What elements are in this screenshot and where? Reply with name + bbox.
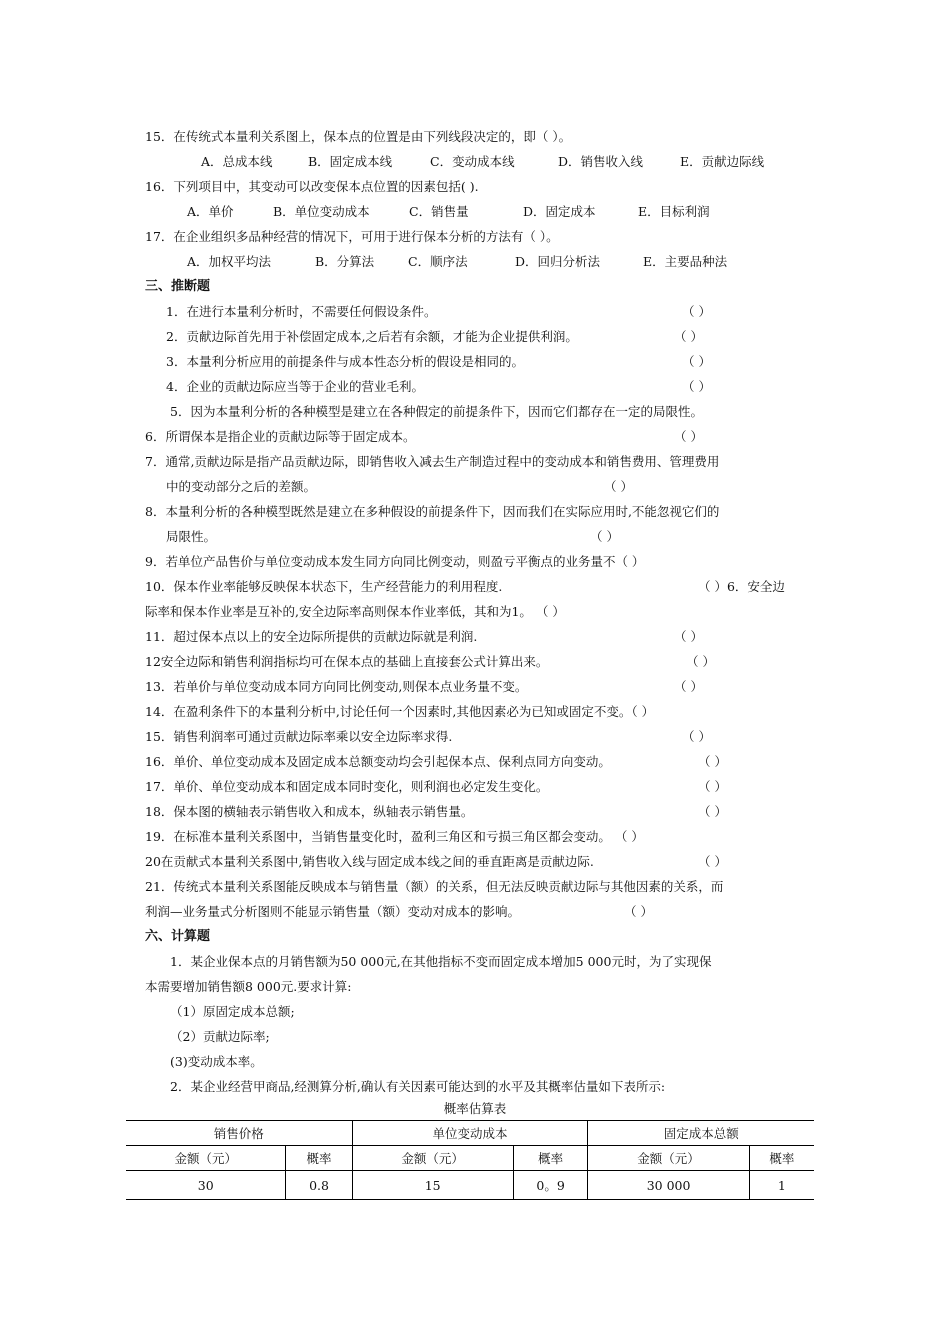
answer-paren: （ ） bbox=[698, 779, 727, 794]
option: D．固定成本 bbox=[523, 204, 596, 219]
judgment-item: 20在贡献式本量利关系图中,销售收入线与固定成本线之间的垂直距离是贡献边际. bbox=[145, 854, 594, 869]
judgment-item: 11．超过保本点以上的安全边际所提供的贡献边际就是利润. bbox=[145, 629, 478, 644]
answer-paren: （ ） bbox=[604, 479, 633, 494]
question-16: 16．下列项目中，其变动可以改变保本点位置的因素包括( ). bbox=[145, 179, 479, 194]
calc-item: 1．某企业保本点的月销售额为50 000元,在其他指标不变而固定成本增加5 000元时，为了实现保 bbox=[170, 954, 712, 969]
table-group-header: 销售价格 bbox=[126, 1121, 352, 1146]
judgment-item: 17．单价、单位变动成本和固定成本同时变化，则利润也必定发生变化。 bbox=[145, 779, 549, 794]
section-heading-calculation: 六、计算题 bbox=[145, 929, 211, 944]
judgment-item-cont: 中的变动部分之后的差额。 bbox=[166, 479, 317, 494]
table-cell: 30 bbox=[126, 1171, 286, 1200]
answer-paren: （ ） bbox=[698, 804, 727, 819]
table-subheader: 金额（元） bbox=[352, 1146, 513, 1171]
judgment-item: 15．销售利润率可通过贡献边际率乘以安全边际率求得. bbox=[145, 729, 453, 744]
table-cell: 30 000 bbox=[588, 1171, 749, 1200]
table-caption: 概率估算表 bbox=[443, 1101, 507, 1116]
table-cell: 0.8 bbox=[286, 1171, 352, 1200]
answer-paren: （ ） bbox=[674, 329, 703, 344]
question-15: 15．在传统式本量利关系图上，保本点的位置是由下列线段决定的，即（ ）。 bbox=[145, 129, 572, 144]
option: A．加权平均法 bbox=[187, 254, 272, 269]
judgment-item: 9．若单位产品售价与单位变动成本发生同方向同比例变动，则盈亏平衡点的业务量不（ ） bbox=[145, 554, 645, 569]
question-15-options bbox=[201, 153, 764, 171]
judgment-item: 16．单价、单位变动成本及固定成本总额变动均会引起保本点、保利点同方向变动。 bbox=[145, 754, 611, 769]
answer-paren: （ ） bbox=[698, 754, 727, 769]
question-17: 17．在企业组织多品种经营的情况下，可用于进行保本分析的方法有（ ）。 bbox=[145, 229, 559, 244]
option: A．单价 bbox=[187, 204, 234, 219]
judgment-item-cont: 利润—业务量式分析图则不能显示销售量（额）变动对成本的影响。 bbox=[145, 904, 521, 919]
judgment-item: 1．在进行本量利分析时，不需要任何假设条件。 bbox=[166, 304, 437, 319]
judgment-item: 21．传统式本量利关系图能反映成本与销售量（额）的关系，但无法反映贡献边际与其他因素的关系，而 bbox=[145, 879, 724, 894]
table-subheader: 概率 bbox=[513, 1146, 588, 1171]
answer-paren: （ ） bbox=[674, 629, 703, 644]
judgment-item: 19．在标准本量利关系图中，当销售量变化时，盈利三角区和亏损三角区都会变动。 （ ） bbox=[145, 829, 644, 844]
table-group-header-row bbox=[126, 1121, 814, 1146]
judgment-item-cont: 局限性。 bbox=[166, 529, 217, 544]
judgment-item: 12安全边际和销售利润指标均可在保本点的基础上直接套公式计算出来。 bbox=[145, 654, 549, 669]
answer-paren: （ ） bbox=[698, 854, 727, 869]
option: E．贡献边际线 bbox=[680, 154, 765, 169]
section-heading-judgment: 三、推断题 bbox=[145, 279, 211, 294]
answer-paren: （ ） bbox=[686, 654, 715, 669]
option: C．销售量 bbox=[409, 204, 469, 219]
option: D．销售收入线 bbox=[558, 154, 644, 169]
calc-item-cont: 本需要增加销售额8 000元.要求计算: bbox=[145, 979, 352, 994]
table-subheader: 概率 bbox=[286, 1146, 352, 1171]
judgment-item: 4．企业的贡献边际应当等于企业的营业毛利。 bbox=[166, 379, 424, 394]
answer-paren: （ ） bbox=[682, 379, 711, 394]
calc-sub-item: (3)变动成本率。 bbox=[170, 1054, 263, 1069]
answer-paren: （ ） bbox=[674, 679, 703, 694]
judgment-item-cont: 际率和保本作业率是互补的,安全边际率高则保本作业率低，其和为1。 （ ） bbox=[145, 604, 565, 619]
judgment-item: 10．保本作业率能够反映保本状态下，生产经营能力的利用程度. bbox=[145, 579, 503, 594]
answer-paren: （ ） bbox=[682, 304, 711, 319]
option: B．分算法 bbox=[315, 254, 375, 269]
table-group-header: 单位变动成本 bbox=[352, 1121, 588, 1146]
option: A．总成本线 bbox=[201, 154, 273, 169]
table-cell: 15 bbox=[352, 1171, 513, 1200]
judgment-item: 18．保本图的横轴表示销售收入和成本，纵轴表示销售量。 bbox=[145, 804, 474, 819]
calc-item: 2．某企业经营甲商品,经测算分析,确认有关因素可能达到的水平及其概率估量如下表所示: bbox=[170, 1079, 666, 1094]
answer-paren: （ ） bbox=[624, 904, 653, 919]
question-16-options bbox=[187, 203, 710, 221]
table-cell: 1 bbox=[749, 1171, 814, 1200]
option: E．主要品种法 bbox=[643, 254, 728, 269]
answer-paren: （ ） bbox=[674, 429, 703, 444]
judgment-item: 3．本量利分析应用的前提条件与成本性态分析的假设是相同的。 bbox=[166, 354, 524, 369]
judgment-item: 2．贡献边际首先用于补偿固定成本,之后若有余额，才能为企业提供利润。 bbox=[166, 329, 578, 344]
option: B．固定成本线 bbox=[308, 154, 393, 169]
answer-paren: （ ） bbox=[682, 354, 711, 369]
option: C．变动成本线 bbox=[430, 154, 515, 169]
answer-paren: （ ） bbox=[590, 529, 619, 544]
judgment-item: 7．通常,贡献边际是指产品贡献边际，即销售收入减去生产制造过程中的变动成本和销售费用、管理费用 bbox=[145, 454, 720, 469]
calc-sub-item: （2）贡献边际率; bbox=[170, 1029, 270, 1044]
option: E．目标利润 bbox=[638, 204, 710, 219]
judgment-item: （ ）6．安全边 bbox=[698, 579, 785, 594]
answer-paren: （ ） bbox=[682, 729, 711, 744]
judgment-item: 13．若单价与单位变动成本同方向同比例变动,则保本点业务量不变。 bbox=[145, 679, 528, 694]
table-cell: 0。9 bbox=[513, 1171, 588, 1200]
table-subheader: 概率 bbox=[749, 1146, 814, 1171]
table-row bbox=[126, 1171, 814, 1200]
judgment-item: 5．因为本量利分析的各种模型是建立在各种假定的前提条件下，因而它们都存在一定的局限性。 bbox=[170, 404, 703, 419]
table-subheader: 金额（元） bbox=[126, 1146, 286, 1171]
probability-table bbox=[126, 1120, 814, 1200]
option: B．单位变动成本 bbox=[273, 204, 370, 219]
table-group-header: 固定成本总额 bbox=[588, 1121, 814, 1146]
calc-sub-item: （1）原固定成本总额; bbox=[170, 1004, 295, 1019]
judgment-item: 14．在盈利条件下的本量利分析中,讨论任何一个因素时,其他因素必为已知或固定不变。（ ） bbox=[145, 704, 655, 719]
option: C．顺序法 bbox=[408, 254, 468, 269]
judgment-item: 8．本量利分析的各种模型既然是建立在多种假设的前提条件下，因而我们在实际应用时,不能忽视它们的 bbox=[145, 504, 720, 519]
question-17-options bbox=[187, 253, 727, 271]
option: D．回归分析法 bbox=[515, 254, 601, 269]
table-subheader-row bbox=[126, 1146, 814, 1171]
judgment-item: 6．所谓保本是指企业的贡献边际等于固定成本。 bbox=[145, 429, 416, 444]
table-subheader: 金额（元） bbox=[588, 1146, 749, 1171]
